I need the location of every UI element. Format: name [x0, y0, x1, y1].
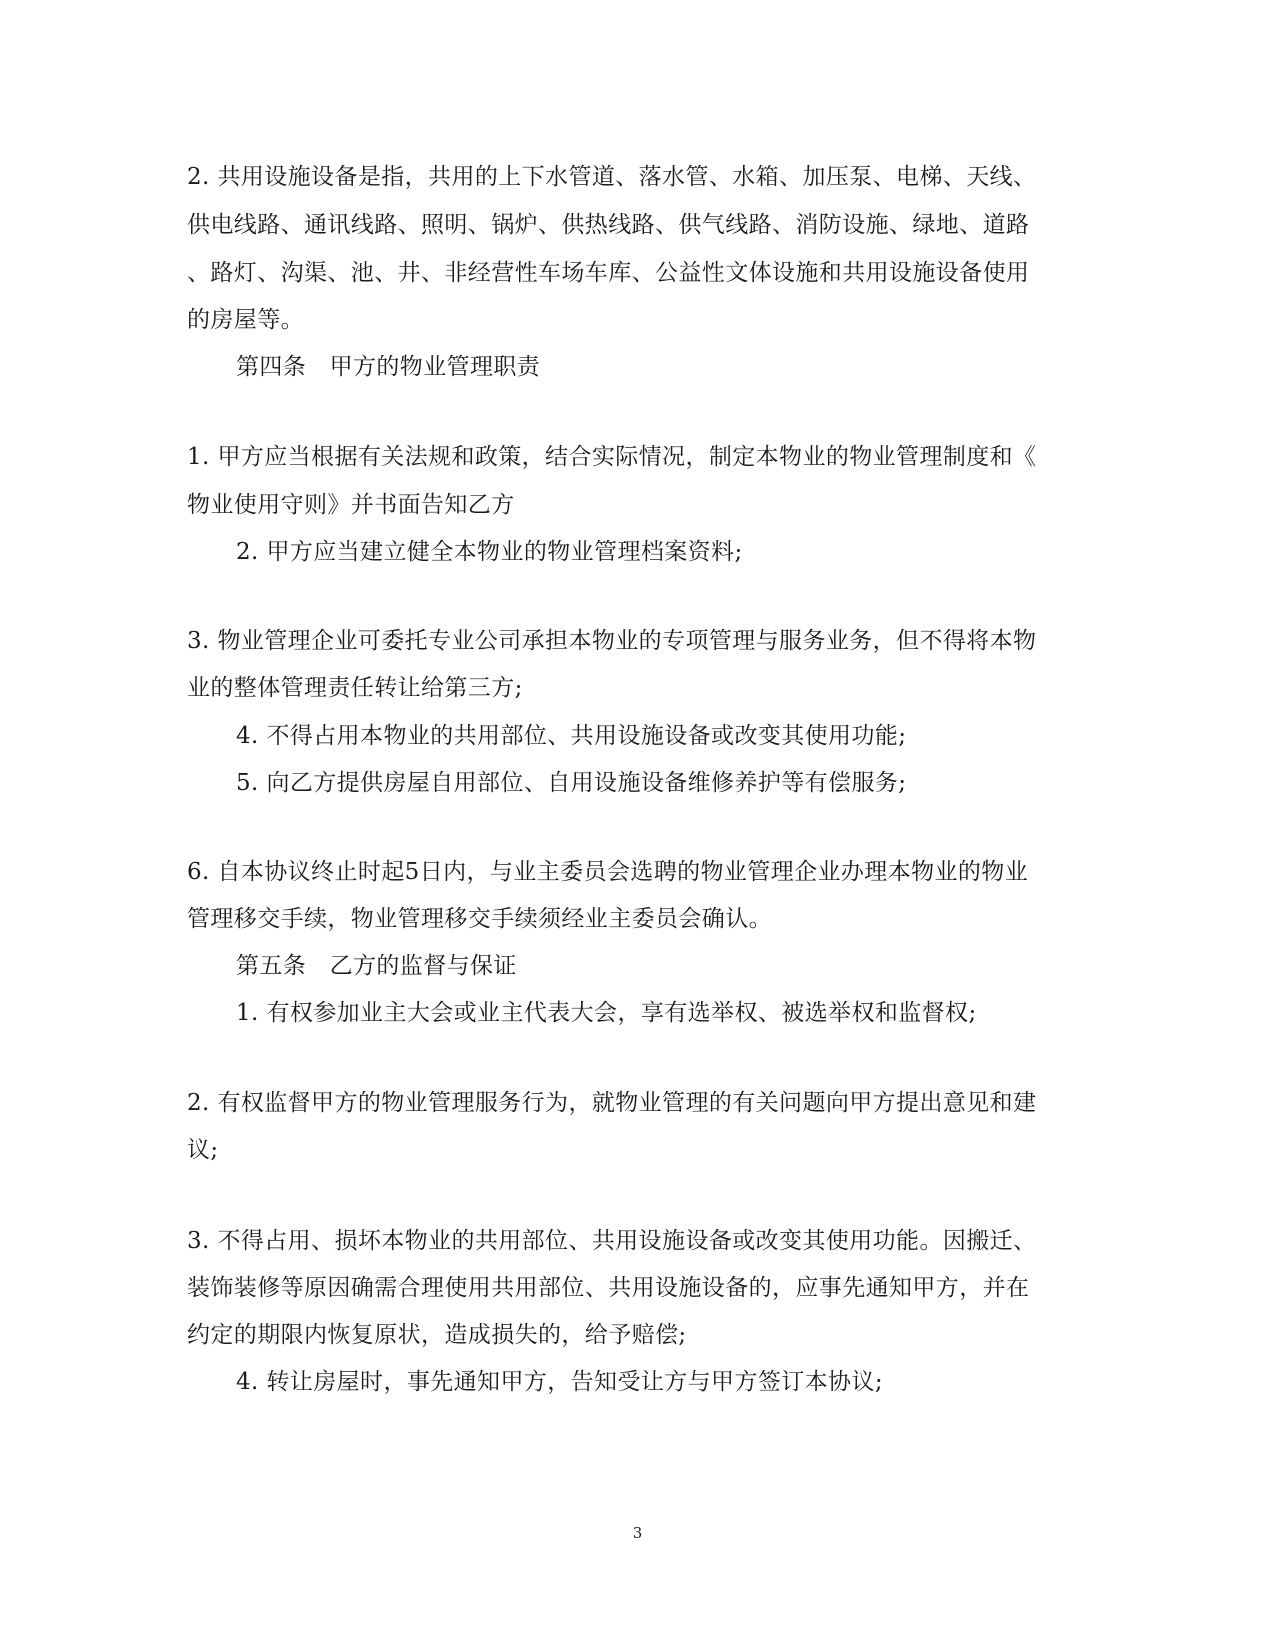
text-line: 的房屋等。 — [187, 307, 304, 333]
text-line: 、路灯、沟渠、池、井、非经营性车场车库、公益性文体设施和共用设施设备使用 — [187, 260, 1030, 286]
text-line: 1. 甲方应当根据有关法规和政策，结合实际情况，制定本物业的物业管理制度和《 — [187, 444, 1037, 470]
text-line: 5. 向乙方提供房屋自用部位、自用设施设备维修养护等有偿服务; — [236, 770, 907, 796]
text-line: 3. 物业管理企业可委托专业公司承担本物业的专项管理与服务业务，但不得将本物 — [187, 628, 1037, 654]
text-line: 装饰装修等原因确需合理使用共用部位、共用设施设备的，应事先通知甲方，并在 — [187, 1275, 1030, 1301]
section-heading: 第五条 乙方的监督与保证 — [236, 953, 517, 979]
text-line: 约定的期限内恢复原状，造成损失的，给予赔偿; — [187, 1322, 687, 1348]
text-line: 2. 甲方应当建立健全本物业的物业管理档案资料; — [236, 539, 743, 565]
text-line: 业的整体管理责任转让给第三方; — [187, 675, 523, 701]
text-line: 管理移交手续，物业管理移交手续须经业主委员会确认。 — [187, 906, 772, 932]
text-line: 物业使用守则》并书面告知乙方 — [187, 492, 515, 518]
text-line: 2. 共用设施设备是指，共用的上下水管道、落水管、水箱、加压泵、电梯、天线、 — [187, 164, 1037, 190]
text-line: 供电线路、通讯线路、照明、锅炉、供热线路、供气线路、消防设施、绿地、道路 — [187, 212, 1030, 238]
section-heading: 第四条 甲方的物业管理职责 — [236, 354, 541, 380]
text-line: 4. 不得占用本物业的共用部位、共用设施设备或改变其使用功能; — [236, 723, 907, 749]
text-line: 4. 转让房屋时，事先通知甲方，告知受让方与甲方签订本协议; — [236, 1369, 884, 1395]
text-line: 3. 不得占用、损坏本物业的共用部位、共用设施设备或改变其使用功能。因搬迁、 — [187, 1228, 1037, 1254]
text-line: 6. 自本协议终止时起5日内，与业主委员会选聘的物业管理企业办理本物业的物业 — [187, 859, 1029, 885]
text-line: 2. 有权监督甲方的物业管理服务行为，就物业管理的有关问题向甲方提出意见和建 — [187, 1090, 1037, 1116]
page-number: 3 — [632, 1524, 643, 1542]
text-line: 议; — [187, 1137, 219, 1163]
text-line: 1. 有权参加业主大会或业主代表大会，享有选举权、被选举权和监督权; — [236, 1000, 977, 1026]
